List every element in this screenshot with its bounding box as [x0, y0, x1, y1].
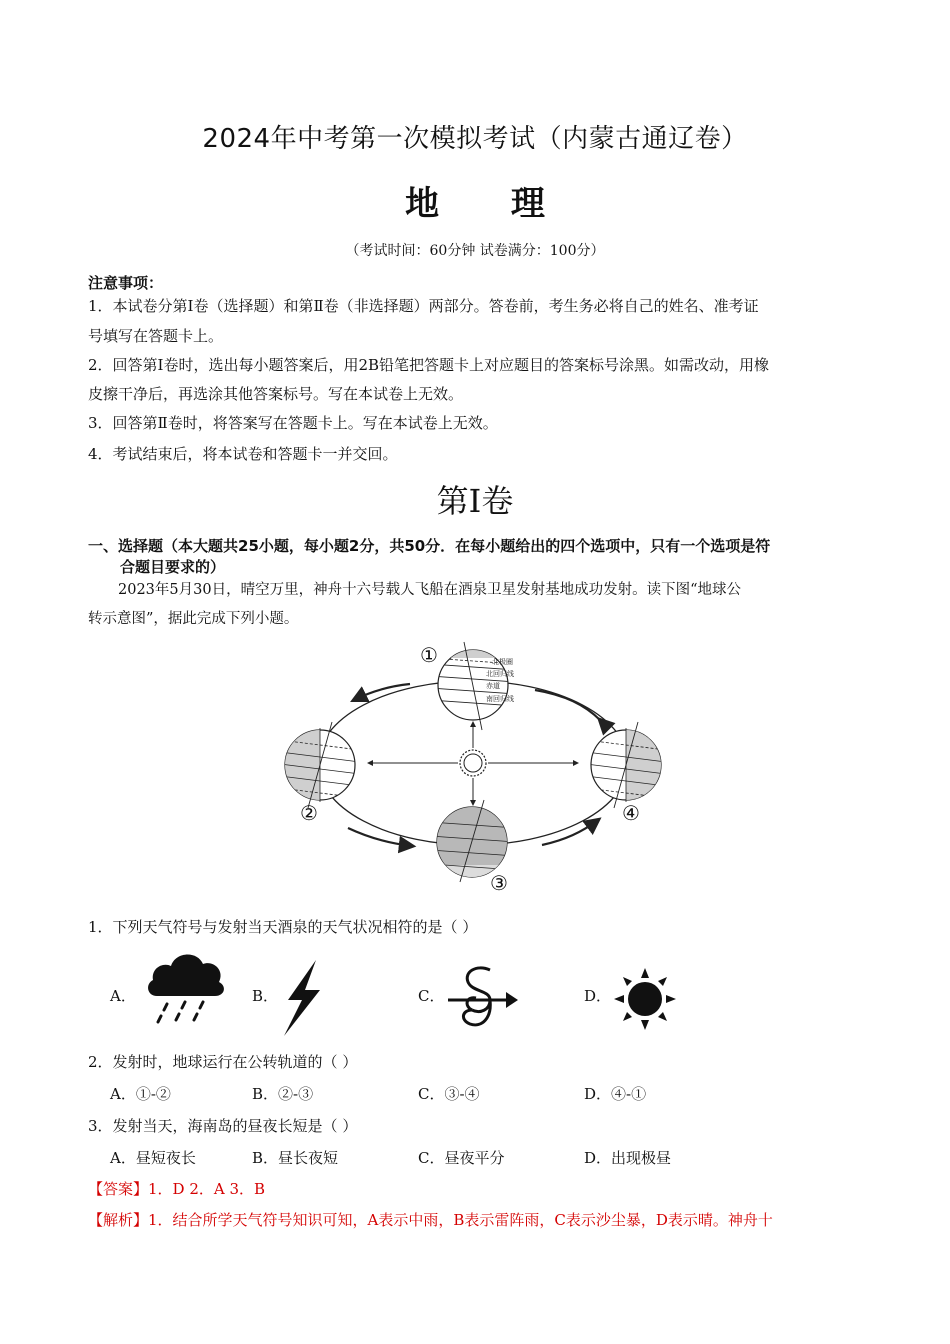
section-heading-line: 合题目要求的） [120, 558, 226, 576]
lat-label: 北回归线 [486, 670, 514, 678]
subject-title: 地 理 [405, 184, 575, 224]
question-2-stem: 2．发射时，地球运行在公转轨道的（ ） [88, 1053, 358, 1071]
earth-position-2 [280, 722, 360, 825]
option-c: C．③-④ [418, 1085, 480, 1103]
option-c: C．昼夜平分 [418, 1149, 505, 1167]
rain-cloud-icon [145, 948, 227, 1028]
sun-icon [460, 750, 486, 776]
position-label: ① [420, 643, 438, 667]
option-d: D．出现极昼 [584, 1149, 672, 1167]
section-heading [88, 536, 878, 578]
analysis-line: 【解析】1．结合所学天气符号知识可知，A表示中雨，B表示雷阵雨，C表示沙尘暴，D表示晴。神舟十 [88, 1211, 773, 1229]
notice-line: 号填写在答题卡上。 [88, 327, 224, 345]
notice-line: 3．回答第Ⅱ卷时，将答案写在答题卡上。写在本试卷上无效。 [88, 414, 498, 432]
option-b: B．②-③ [252, 1085, 314, 1103]
question-3-stem: 3．发射当天，海南岛的昼夜长短是（ ） [88, 1117, 358, 1135]
position-label: ③ [490, 871, 508, 895]
option-b: B．昼长夜短 [252, 1149, 339, 1167]
option-a: A．昼短夜长 [110, 1149, 196, 1167]
answer-line: 【答案】1．D 2．A 3．B [88, 1180, 266, 1198]
earth-position-1 [420, 640, 520, 730]
exam-title: 2024年中考第一次模拟考试（内蒙古通辽卷） [202, 124, 748, 154]
earth-position-4 [586, 722, 666, 825]
orbit-arrow [542, 820, 598, 845]
volume-title: 第Ⅰ卷 [436, 482, 514, 520]
earth-position-3 [430, 800, 520, 895]
lightning-icon [278, 960, 324, 1036]
option-label: D． [584, 987, 612, 1005]
option-label: A． [110, 987, 136, 1005]
notice-line: 4．考试结束后，将本试卷和答题卡一并交回。 [88, 445, 398, 463]
notice-line: 1．本试卷分第Ⅰ卷（选择题）和第Ⅱ卷（非选择题）两部分。答卷前，考生务必将自己的姓名、准考证 [88, 297, 759, 315]
notice-line: 2．回答第Ⅰ卷时，选出每小题答案后，用2B铅笔把答题卡上对应题目的答案标号涂黑。如需改动，用橡 [88, 356, 770, 374]
orbit-arrow [535, 690, 600, 720]
orbit-arrow [354, 684, 410, 700]
position-label: ② [300, 801, 318, 825]
lat-label: 南回归线 [486, 695, 514, 703]
option-label: C． [418, 987, 445, 1005]
intro-line: 转示意图”，据此完成下列小题。 [88, 611, 299, 627]
sandstorm-icon [446, 962, 522, 1034]
option-a: A．①-② [110, 1085, 171, 1103]
lat-label: 赤道 [486, 682, 500, 690]
notice-heading: 注意事项： [88, 274, 164, 292]
option-d: D．④-① [584, 1085, 647, 1103]
position-label: ④ [622, 801, 640, 825]
earth-revolution-diagram [280, 640, 670, 895]
notice-line: 皮擦干净后，再选涂其他答案标号。写在本试卷上无效。 [88, 385, 464, 403]
question-1-stem: 1．下列天气符号与发射当天酒泉的天气状况相符的是（ ） [88, 918, 478, 936]
sun-icon [612, 966, 678, 1032]
orbit-arrow [348, 828, 412, 846]
lat-label: 北极圈 [492, 658, 513, 666]
intro-line: 2023年5月30日，晴空万里，神舟十六号载人飞船在酒泉卫星发射基地成功发射。读下图“地球公 [118, 582, 741, 598]
option-label: B． [252, 987, 279, 1005]
exam-info: （考试时间：60分钟 试卷满分：100分） [345, 243, 605, 259]
section-heading-line: 一、选择题（本大题共25小题，每小题2分，共50分．在每小题给出的四个选项中，只有一个选项是符 [88, 537, 771, 555]
